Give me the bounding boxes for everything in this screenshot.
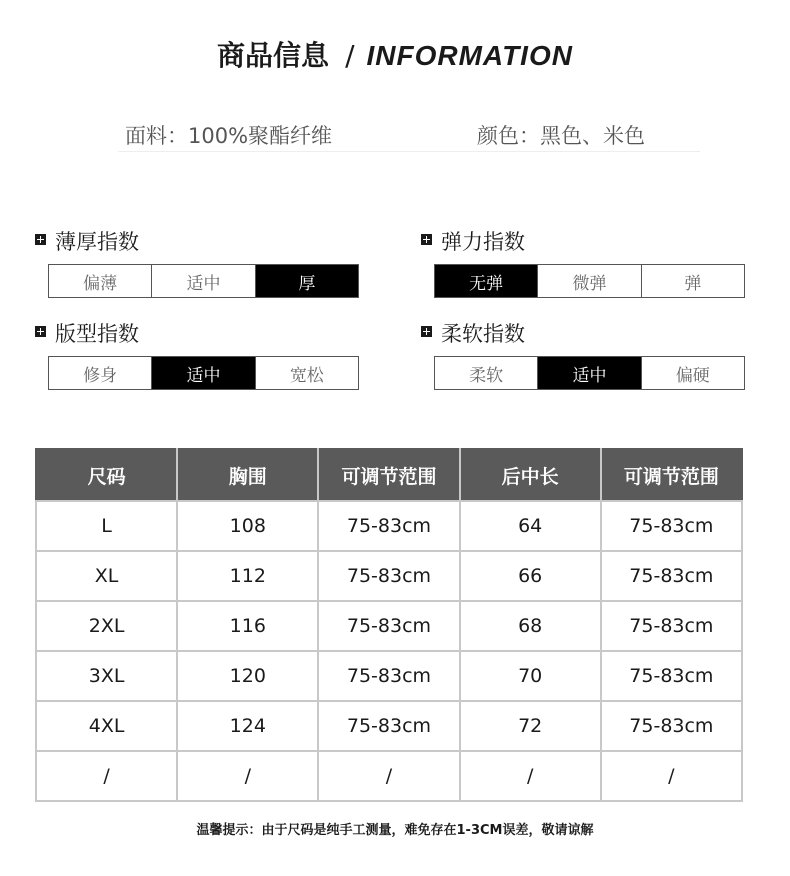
elasticity-option-elastic: 弹	[641, 265, 744, 297]
thickness-index	[35, 228, 347, 294]
table-cell: 2XL	[36, 601, 177, 651]
table-cell: 112	[177, 551, 318, 601]
fit-index-title: 版型指数	[55, 322, 139, 346]
fit-index-header	[35, 320, 347, 346]
table-cell: 75-83cm	[601, 651, 742, 701]
elasticity-index	[421, 228, 733, 294]
softness-index-title: 柔软指数	[441, 322, 525, 346]
table-cell: 75-83cm	[318, 601, 459, 651]
table-cell: 68	[460, 601, 601, 651]
fit-option-loose: 宽松	[255, 357, 358, 389]
table-cell: 120	[177, 651, 318, 701]
thickness-option-thin: 偏薄	[83, 273, 118, 294]
plus-square-icon	[35, 326, 46, 337]
thickness-index-header	[35, 228, 347, 254]
page-title	[0, 34, 790, 74]
measurement-note: 温馨提示：由于尺码是纯手工测量，难免存在1-3CM误差，敬请谅解	[196, 823, 594, 838]
table-row	[36, 751, 742, 801]
elasticity-index-header	[421, 228, 733, 254]
color-text: 颜色：黑色、米色	[477, 124, 645, 148]
title-en: INFORMATION	[366, 40, 573, 71]
table-cell: 66	[460, 551, 601, 601]
table-cell: /	[460, 751, 601, 801]
table-cell: 3XL	[36, 651, 177, 701]
elasticity-index-title: 弹力指数	[441, 230, 525, 254]
table-cell: 70	[460, 651, 601, 701]
table-cell: 75-83cm	[318, 551, 459, 601]
table-cell: /	[36, 751, 177, 801]
size-table	[35, 448, 743, 802]
softness-index-header	[421, 320, 733, 346]
table-cell: 108	[177, 501, 318, 551]
title-cn: 商品信息	[217, 39, 330, 72]
plus-square-icon	[421, 234, 432, 245]
table-cell: 75-83cm	[601, 501, 742, 551]
table-cell: /	[318, 751, 459, 801]
fit-scale	[48, 356, 359, 390]
info-row	[0, 120, 790, 152]
thickness-option-thick: 厚	[255, 265, 358, 297]
table-row	[36, 701, 742, 751]
header-back-length: 后中长	[460, 449, 601, 501]
elasticity-option-none: 无弹	[435, 265, 537, 297]
table-cell: 72	[460, 701, 601, 751]
table-row	[36, 501, 742, 551]
plus-square-icon	[35, 234, 46, 245]
table-cell: 4XL	[36, 701, 177, 751]
table-cell: 75-83cm	[601, 701, 742, 751]
title-separator: /	[345, 39, 355, 72]
table-cell: L	[36, 501, 177, 551]
table-cell: 75-83cm	[318, 501, 459, 551]
table-cell: 116	[177, 601, 318, 651]
softness-index	[421, 320, 733, 386]
thickness-option-medium: 适中	[151, 265, 254, 297]
header-adjustable-range: 可调节范围	[601, 449, 742, 501]
fit-option-regular: 适中	[151, 357, 254, 389]
softness-option-stiff: 偏硬	[641, 357, 744, 389]
fit-option-slim: 修身	[83, 365, 118, 386]
table-cell: 75-83cm	[601, 601, 742, 651]
table-cell: 75-83cm	[318, 701, 459, 751]
table-cell: 64	[460, 501, 601, 551]
softness-scale	[434, 356, 745, 390]
size-table-header-row	[36, 449, 742, 501]
header-chest: 胸围	[177, 449, 318, 501]
table-cell: /	[601, 751, 742, 801]
table-row	[36, 601, 742, 651]
table-cell: /	[177, 751, 318, 801]
table-row	[36, 651, 742, 701]
elasticity-scale	[434, 264, 745, 298]
elasticity-option-slight: 微弹	[537, 265, 640, 297]
header-adjustable-range: 可调节范围	[318, 449, 459, 501]
info-divider	[118, 151, 700, 152]
material-text: 面料：100%聚酯纤维	[125, 124, 333, 148]
table-cell: 75-83cm	[601, 551, 742, 601]
thickness-index-title: 薄厚指数	[55, 230, 139, 254]
plus-square-icon	[421, 326, 432, 337]
softness-option-medium: 适中	[537, 357, 640, 389]
table-cell: 75-83cm	[318, 651, 459, 701]
softness-option-soft: 柔软	[469, 365, 504, 386]
table-cell: 124	[177, 701, 318, 751]
fit-index	[35, 320, 347, 386]
table-row	[36, 551, 742, 601]
table-cell: XL	[36, 551, 177, 601]
thickness-scale	[48, 264, 359, 298]
header-size: 尺码	[36, 449, 177, 501]
